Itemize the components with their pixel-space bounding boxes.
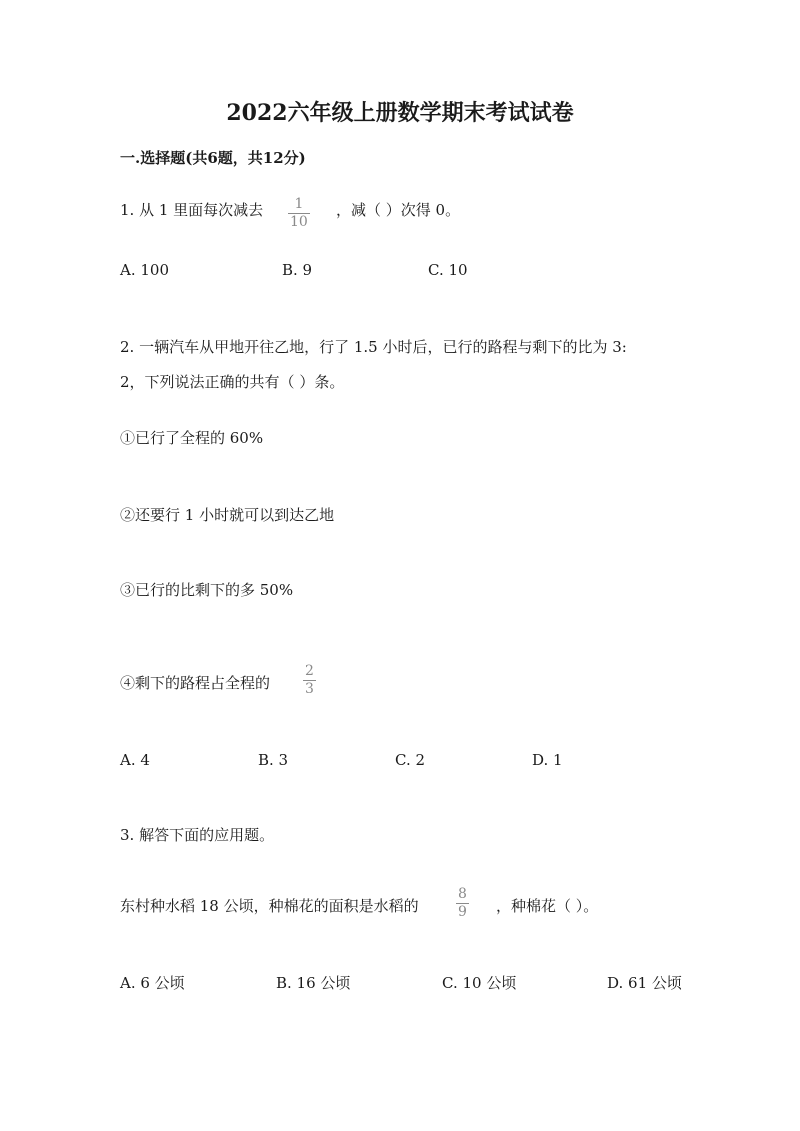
- q3-option-d[interactable]: D. 61 公顷: [607, 974, 682, 992]
- q2-fraction: [303, 664, 316, 697]
- q1-frac-numerator: 1: [294, 196, 304, 212]
- q1-option-b[interactable]: B. 9: [282, 261, 313, 279]
- q3-heading: 3. 解答下面的应用题。: [120, 826, 275, 844]
- q2-statement-3: ③已行的比剩下的多 50%: [120, 581, 294, 599]
- q3-frac-numerator: 8: [458, 886, 467, 902]
- section-heading: 一.选择题(共6题，共12分): [120, 149, 306, 167]
- page-title: 2022六年级上册数学期末考试试卷: [226, 100, 574, 126]
- q1-option-c[interactable]: C. 10: [428, 261, 468, 279]
- q2-statement-4: ④剩下的路程占全程的: [120, 674, 271, 692]
- q2-option-b[interactable]: B. 3: [258, 751, 289, 769]
- q2-line2: 2，下列说法正确的共有（ ）条。: [120, 373, 345, 391]
- q2-frac-numerator: 2: [305, 663, 314, 679]
- q3-option-b[interactable]: B. 16 公顷: [276, 974, 351, 992]
- q3-frac-denominator: 9: [458, 904, 467, 920]
- q2-statement-2: ②还要行 1 小时就可以到达乙地: [120, 506, 335, 524]
- q1-fraction: [288, 197, 310, 230]
- q2-frac-denominator: 3: [305, 681, 314, 697]
- q1-suffix: ，减（ ）次得 0。: [336, 201, 461, 219]
- q3-fraction: [456, 887, 469, 920]
- q2-statement-1: ①已行了全程的 60%: [120, 429, 264, 447]
- q2-option-c[interactable]: C. 2: [395, 751, 426, 769]
- q2-option-d[interactable]: D. 1: [532, 751, 563, 769]
- q1-prefix: 1. 从 1 里面每次减去: [120, 201, 264, 219]
- q3-prefix: 东村种水稻 18 公顷，种棉花的面积是水稻的: [120, 897, 419, 915]
- q2-line1: 2. 一辆汽车从甲地开往乙地，行了 1.5 小时后，已行的路程与剩下的比为 3:: [120, 338, 627, 356]
- q3-option-a[interactable]: A. 6 公顷: [120, 974, 185, 992]
- q3-suffix: ，种棉花（ ）。: [496, 897, 599, 915]
- q3-option-c[interactable]: C. 10 公顷: [442, 974, 517, 992]
- q1-frac-denominator: 10: [290, 214, 308, 230]
- q1-option-a[interactable]: A. 100: [120, 261, 169, 279]
- q2-option-a[interactable]: A. 4: [120, 751, 150, 769]
